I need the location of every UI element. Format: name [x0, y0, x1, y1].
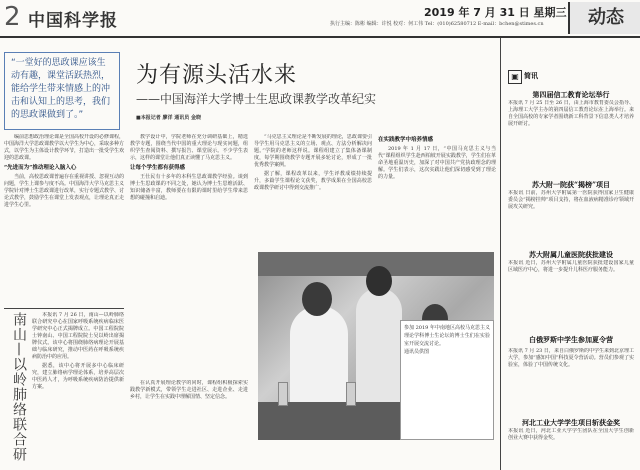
- news-brief-body: 本报讯 7 月 23 日，来自白俄罗斯的中学生来到北京理工大学，参加“感知中国”科技夏令营活动。营员们参观了实验室，体验了中国传统文化。: [508, 348, 634, 368]
- news-brief-body: 本报讯 近日，苏州大学附属儿童医院获批建设国家儿童区域医疗中心，将进一步提升儿科医疗服务能力。: [508, 260, 634, 273]
- lower-left-story: [32, 312, 124, 468]
- story-paragraph: 据悉，该中心将开展多中心临床研究，建立肺络病学理论体系，培养高层次中医药人才，为呼吸系统疾病防治提供新方案。: [32, 363, 124, 390]
- briefs-section-title: 简讯: [524, 71, 538, 80]
- article-paragraph: 在认真开展理论教学的同时，课程组积极探索实践教学新模式，带领学生走进社区、走进企业、走进乡村，让学生在实践中理解国情、坚定信念。: [130, 380, 248, 400]
- masthead-logo: 中国科学报: [28, 11, 118, 31]
- news-brief-body: 本报讯 7 月 25 日至 26 日，由上海市教育委员会指导、上海理工大学主办的第四届信工教育论坛在上海举行。来自全国高校的专家学者围绕新工科背景下信息类人才培养展开研讨。: [508, 100, 634, 127]
- news-brief-body: 本报讯 日前，苏州大学附属第一医院获得国家卫生健康委员会“揭榜挂帅”项目支持，将在血液病精准诊疗领域开展攻关研究。: [508, 190, 634, 210]
- issue-date: 2019 年 7 月 31 日 星期三: [424, 6, 567, 19]
- article-paragraph: 据了解，课程改革以来，学生评教成绩持续提升，多篇学生课程论文获奖，教学成果在全国高校思政课教学研讨中得到交流推广。: [254, 171, 372, 191]
- news-brief-title: 苏大附一院获“揭榜”项目: [531, 180, 611, 189]
- news-brief-1: [508, 90, 634, 170]
- article-subtitle: ——中国海洋大学博士生思政课教学改革纪实: [136, 92, 377, 106]
- news-brief-4: [508, 348, 634, 408]
- staff-line: 执行主编：陈彬 编辑：许悦 校对：何工伟 Tel：(010)62580712 E-mail：bchen@stimes.cn: [330, 21, 544, 27]
- article-headline: 为有源头活水来: [136, 63, 298, 88]
- article-column-2: [130, 134, 248, 374]
- subhead-1: “先进而为”推动理论入脑入心: [4, 165, 77, 171]
- news-brief-5: [508, 418, 634, 458]
- briefs-icon: ▣: [508, 70, 522, 84]
- caption-strip: [258, 444, 494, 468]
- article-column-1: [4, 134, 124, 306]
- news-brief-title: 河北工业大学学生项目斩获金奖: [522, 418, 620, 427]
- news-brief-title: 苏大附属儿童医院获批建设: [529, 250, 613, 259]
- vertical-headline: 南山—以岭肺络联合研: [11, 312, 27, 462]
- article-paragraph: 当前，高校思政课普遍存在重视讲授、忽视互动的问题，学生上课参与度不高。中国海洋大学马克思主义学院针对博士生思政课进行改革，实行专题式教学、讨论式教学，鼓励学生在课堂上发表观点，让理论真正走进学生心里。: [4, 174, 124, 208]
- photo-caption-box: [400, 320, 494, 440]
- pull-quote-box: [4, 52, 120, 130]
- story-paragraph: 本报讯 7 月 26 日，南山—以岭肺络联合研究中心在国家呼吸系统疾病临床医学研究中心正式揭牌成立。中国工程院院士钟南山、中国工程院院士吴以岭出席揭牌仪式。该中心将围绕肺络病理论开展基础与临床研究，推动中医药在呼吸系统疾病防治中的应用。: [32, 312, 124, 360]
- article-column-3: [254, 134, 372, 246]
- news-brief-2: [508, 180, 634, 240]
- news-brief-3: [508, 250, 634, 330]
- subhead-2: 让每个学生都有获得感: [130, 165, 186, 171]
- article-column-4: [378, 134, 496, 246]
- news-kicker: 白俄罗斯中学生参加夏令营: [529, 336, 613, 344]
- section-label: 动态: [568, 2, 640, 34]
- article-byline: ■本报记者 廖洋 通讯员 金晓: [136, 115, 201, 121]
- pull-quote-text: “一堂好的思政课应该生动有趣，课堂活跃热烈，能给学生带来情感上的冲击和认知上的思考，我们的思政课做到了。”: [11, 58, 111, 120]
- photo-caption: 参加 2019 年中南地区高校马克思主义理论学科博士生论坛的博士生们在实验室开展交流讨论。 通讯员供图: [404, 325, 490, 355]
- news-brief-body: 本报讯 近日，河北工业大学学生团队在全国大学生创新创业大赛中获得金奖。: [508, 428, 634, 441]
- article-intro: 编前思想政治理论课是全国高校开设的必修课程，中国海洋大学思政课教学以大学生为中心，采取多种方式，以学生为主体设计教学环节，打造出一批受学生欢迎的思政课。: [4, 134, 124, 161]
- section-divider: [4, 308, 124, 309]
- article-paragraph: 王仕民有十多年的本科生思政课教学经验。谈到博士生思政课的不同之处，她认为博士生思维活跃、知识储备丰富，教师要在有限的课时里给学生带来思想的碰撞和启迪。: [130, 174, 248, 201]
- page-number: 2: [4, 2, 21, 32]
- article-paragraph: “马克思主义理论是不断发展的理论，思政课要引导学生用马克思主义的立场、观点、方法分析解决问题。”学院的老师这样说。课程组建立了集体备课制度，每学期围绕教学专题开展多轮讨论，形成了一批优秀教学案例。: [254, 134, 372, 168]
- article-paragraph: 教学设计中，学院老师在充分调研基础上，精选教学专题，围绕当代中国的重大理论与现实问题，组织学生查阅资料、撰写报告、课堂展示。不少学生表示，这样的课堂让他们真正读懂了马克思主义。: [130, 134, 248, 161]
- news-brief-title: 第四届信工教育论坛举行: [532, 90, 610, 99]
- subhead-3: 在实践教学中培养情感: [378, 137, 434, 143]
- article-paragraph: 2019 年 1 月 17 日，“中国马克思主义与当代”课程组织学生赴西柏坡开展实践教学，学生们在革命圣地重温历史，加深了对中国共产党执政理念的理解。学生们表示，这次实践让他们深切感受到了理论的力量。: [378, 146, 496, 180]
- article-column-2-lower: [130, 380, 248, 468]
- column-divider: [500, 38, 501, 470]
